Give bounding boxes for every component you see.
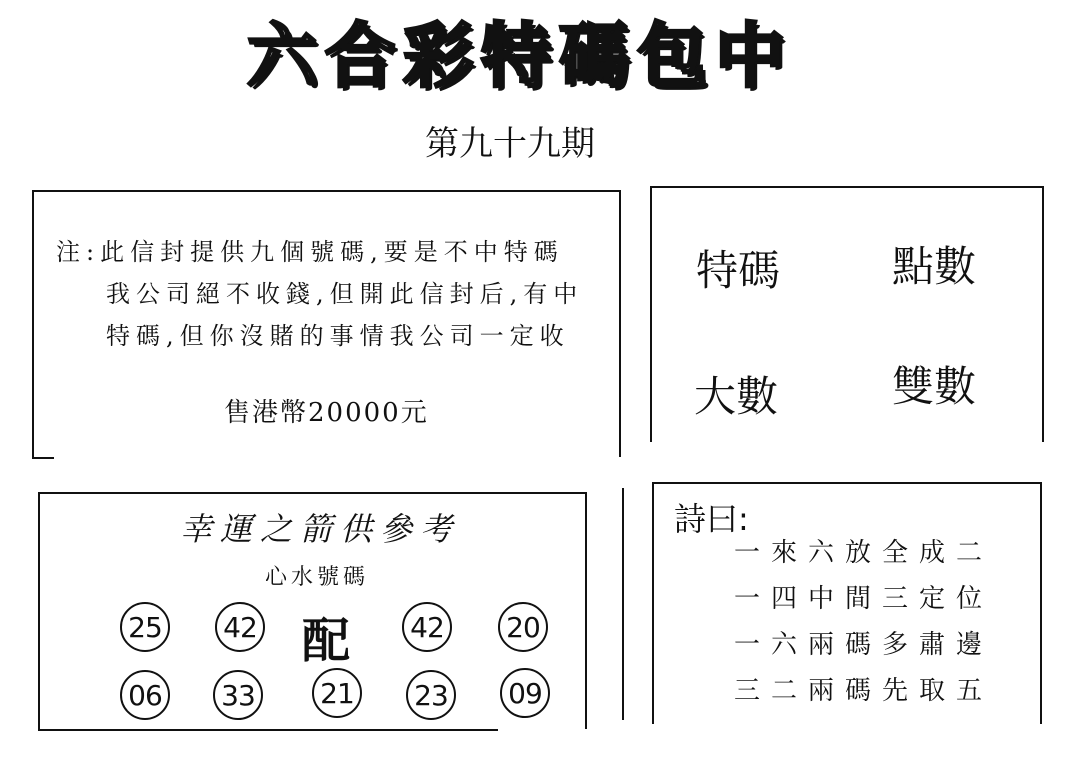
- number-ball: 23: [406, 670, 456, 720]
- divider: [622, 488, 624, 720]
- number-ball: 09: [500, 668, 550, 718]
- pair-label: 配: [302, 613, 351, 669]
- category-box: [650, 186, 1044, 442]
- notice-line-3: 特碼,但你沒賭的事情我公司一定收: [106, 322, 570, 350]
- lucky-box: [38, 492, 587, 729]
- lucky-subtitle: 心水號碼: [265, 565, 370, 590]
- category-special-number: 特碼: [696, 246, 781, 295]
- poem-box: [652, 482, 1042, 724]
- notice-line-1: 注:此信封提供九個號碼,要是不中特碼: [56, 238, 564, 266]
- number-ball: 42: [215, 602, 265, 652]
- number-ball: 25: [120, 602, 170, 652]
- notice-box: [32, 190, 621, 457]
- number-ball: 33: [213, 670, 263, 720]
- poem-line-3: 一六兩碼多肅邊: [734, 630, 994, 660]
- category-points: 點數: [892, 242, 977, 291]
- category-even: 雙數: [892, 362, 977, 411]
- number-ball: 42: [402, 602, 452, 652]
- poem-line-4: 三二兩碼先取五: [734, 676, 994, 706]
- page-title: 六合彩特碼包中: [247, 13, 793, 97]
- poem-heading: 詩曰:: [674, 500, 749, 538]
- category-big: 大數: [694, 372, 779, 421]
- price-text: 售港幣20000元: [224, 398, 429, 428]
- notice-line-2: 我公司絕不收錢,但開此信封后,有中: [106, 280, 584, 308]
- issue-number: 第九十九期: [425, 124, 595, 164]
- poem-line-2: 一四中間三定位: [734, 584, 994, 614]
- lucky-title: 幸運之箭供參考: [180, 510, 461, 548]
- number-ball: 20: [498, 602, 548, 652]
- number-ball: 21: [312, 668, 362, 718]
- number-ball: 06: [120, 670, 170, 720]
- poem-line-1: 一來六放全成二: [734, 538, 994, 568]
